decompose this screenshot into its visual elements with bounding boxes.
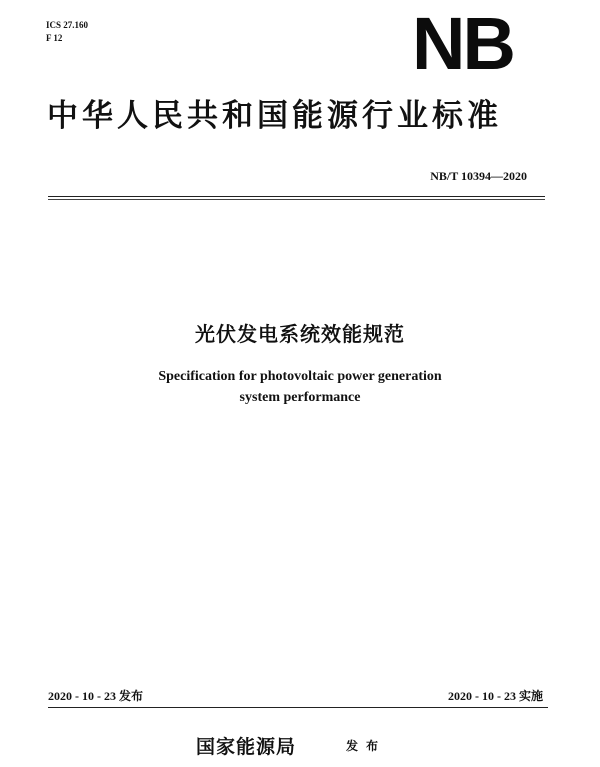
top-divider [48,196,545,197]
publish-label: 发布 [346,739,387,753]
ccs-code: F 12 [46,33,63,43]
standard-type-title: 中华人民共和国能源行业标准 [47,98,502,134]
publish-date: 2020 - 10 - 23 发布 [48,689,143,703]
top-divider-secondary [48,199,545,200]
bottom-divider [48,707,548,708]
classification-codes [46,19,88,45]
standard-number: NB/T 10394—2020 [430,169,527,183]
publisher-name: 国家能源局 [196,736,297,758]
document-title-en-line1: Specification for photovoltaic power generation [158,369,442,384]
ics-code: ICS 27.160 [46,20,89,30]
nb-logo: NB [412,2,513,85]
document-title-cn: 光伏发电系统效能规范 [195,322,405,346]
document-title-en-line2: system performance [239,390,361,405]
implement-date: 2020 - 10 - 23 实施 [448,689,543,703]
document-title-en [0,366,600,408]
